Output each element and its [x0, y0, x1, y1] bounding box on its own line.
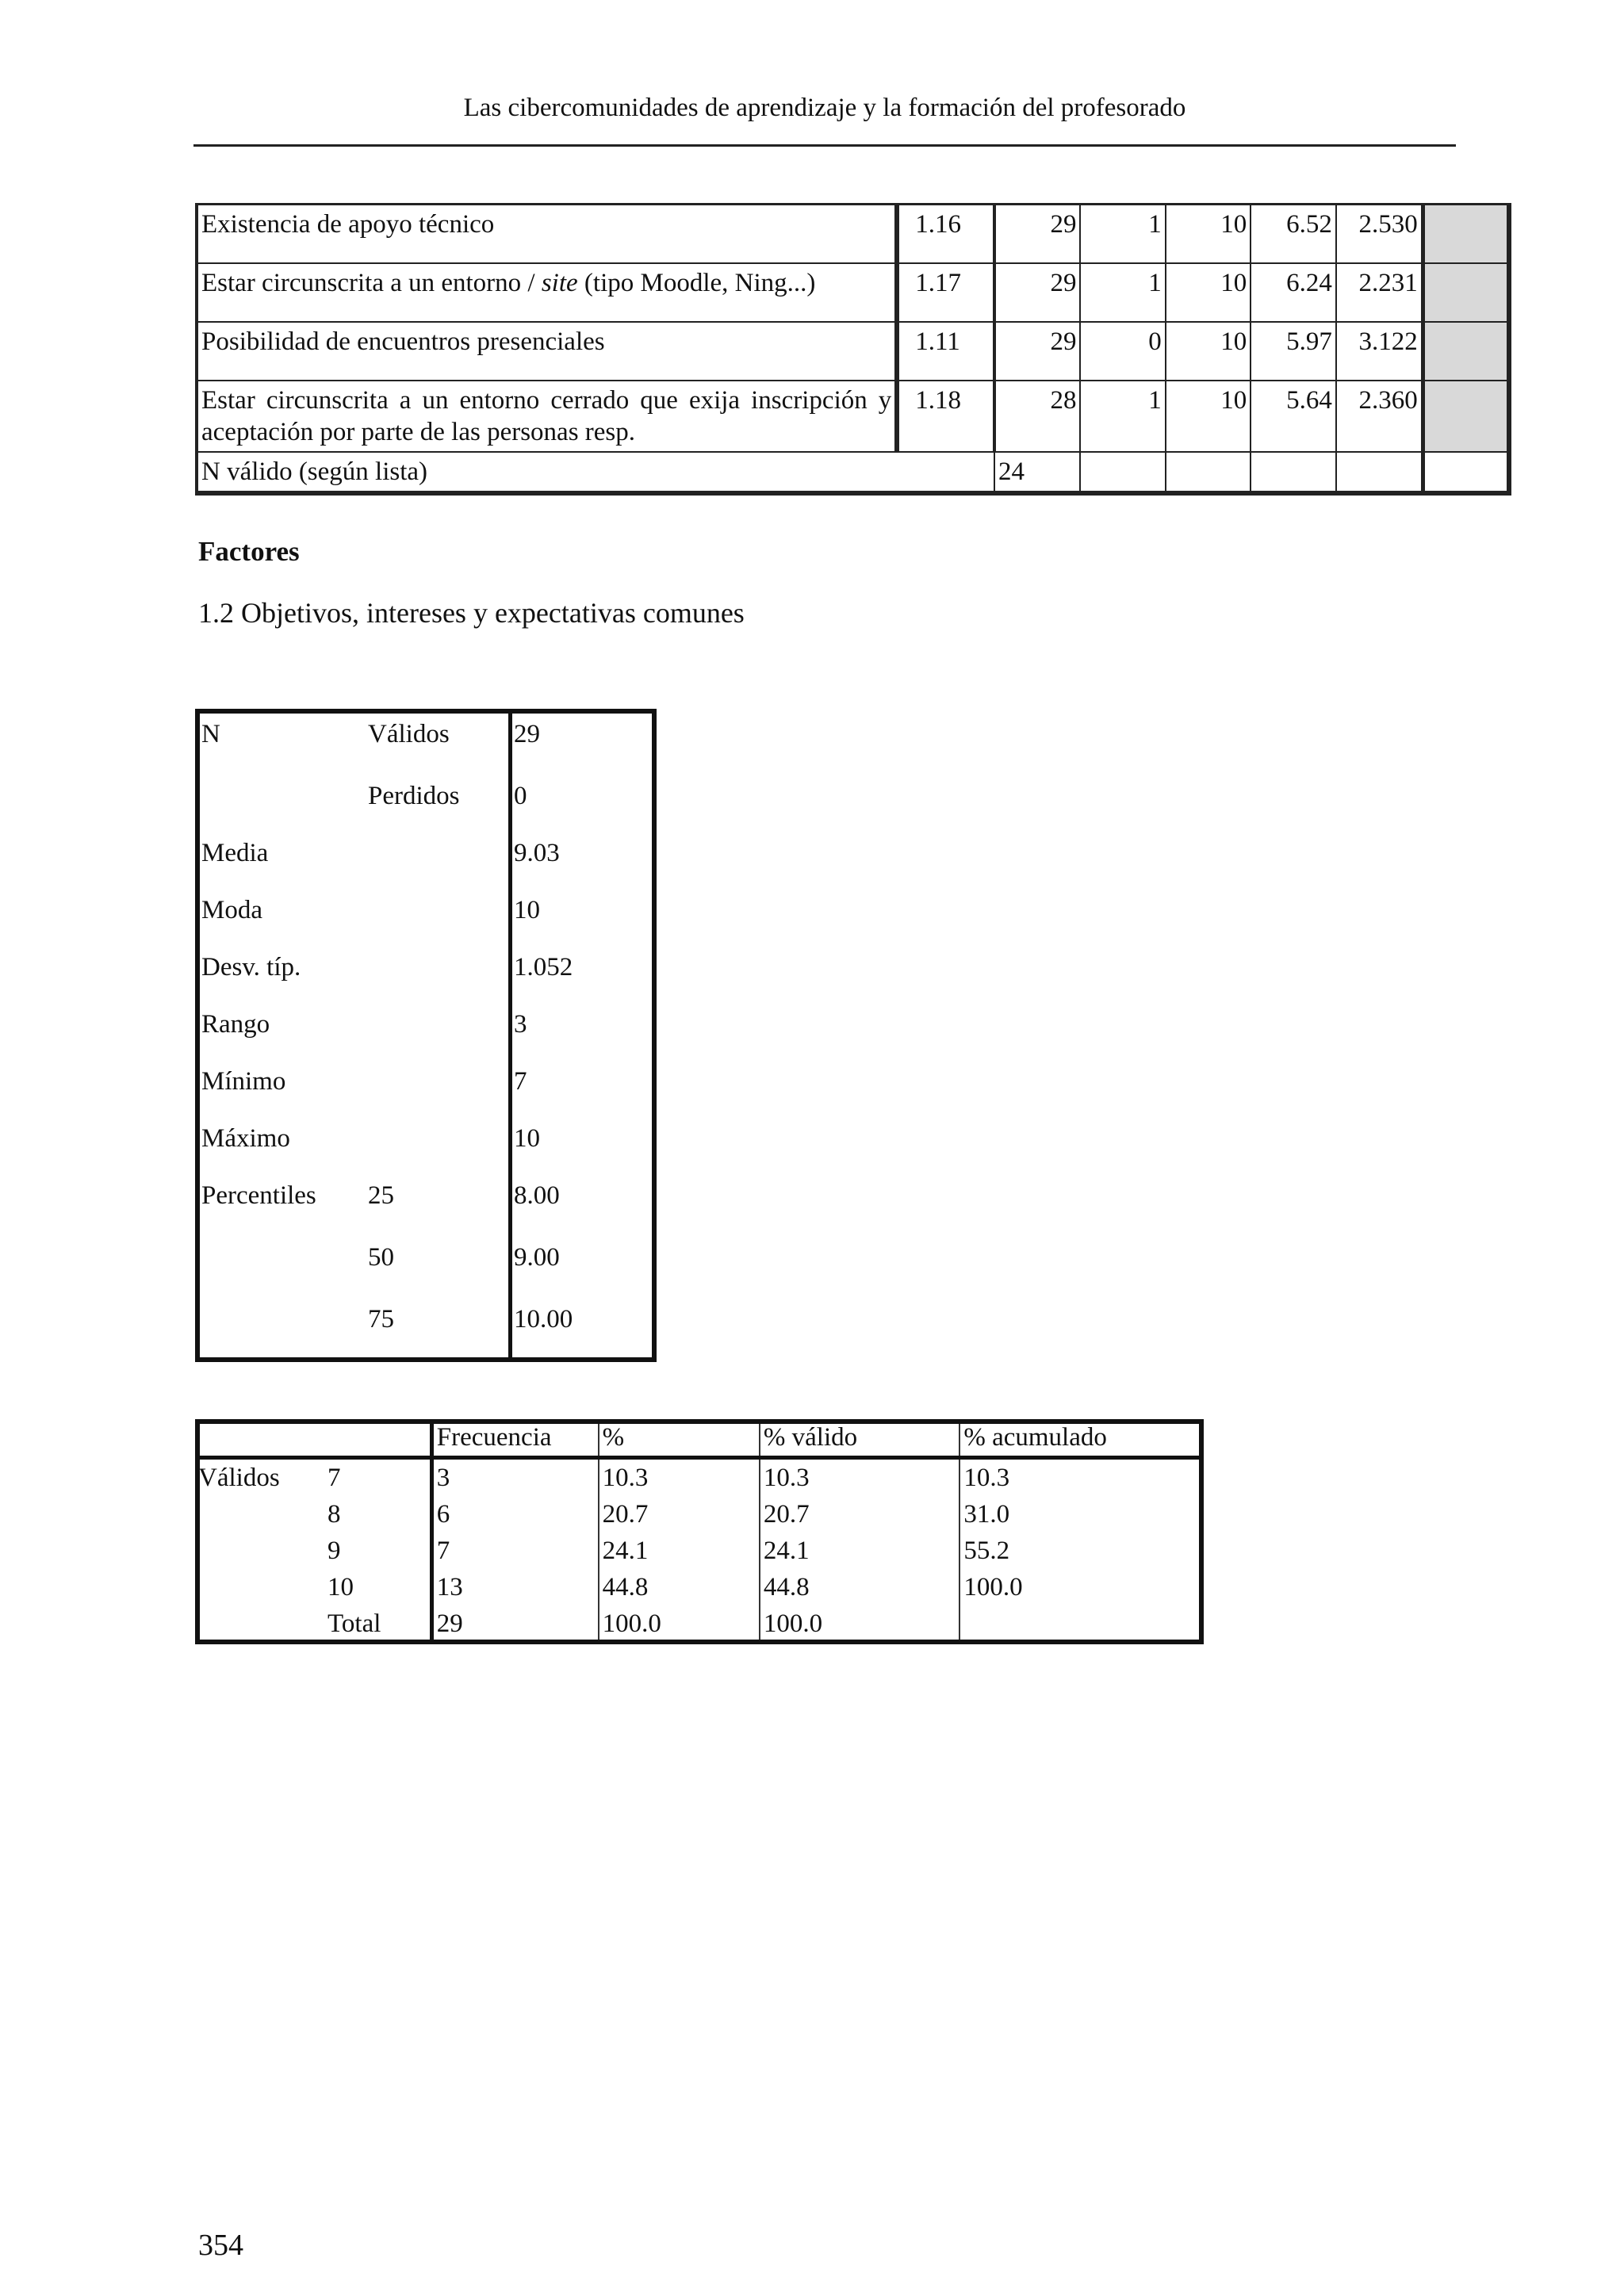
p50-label: 50	[368, 1243, 394, 1272]
table-row	[197, 263, 1509, 322]
header-frequency: Frecuencia	[431, 1419, 598, 1458]
row-value: 10	[316, 1569, 431, 1605]
n-value: 29	[994, 205, 1080, 264]
min-value: 7	[514, 1067, 527, 1096]
header-percent: %	[599, 1419, 760, 1458]
cum-pct-cell	[959, 1605, 1202, 1642]
cum-pct-cell: 31.0	[963, 1500, 1010, 1529]
max-value: 10	[1166, 263, 1251, 322]
sd-value: 3.122	[1336, 322, 1423, 381]
valid-pct-cell: 20.7	[760, 1496, 959, 1533]
table-row	[197, 322, 1509, 381]
table-header-row	[195, 1419, 1202, 1458]
shaded-cell	[1423, 381, 1509, 452]
table-row	[195, 1533, 1202, 1569]
row-label: Posibilidad de encuentros presenciales	[197, 322, 897, 381]
section-title: Factores	[198, 536, 300, 567]
mean-value: 9.03	[514, 839, 560, 867]
pct-cell: 24.1	[599, 1533, 760, 1569]
section-subtitle: 1.2 Objetivos, intereses y expectativas comunes	[198, 597, 745, 629]
empty-cell	[1251, 452, 1336, 493]
item-code: 1.18	[897, 381, 994, 452]
freq-cell: 3	[431, 1458, 598, 1497]
min-value: 0	[1080, 322, 1165, 381]
valid-pct-cell: 24.1	[760, 1533, 959, 1569]
empty-cell	[195, 1533, 316, 1569]
valid-pct-cell: 44.8	[760, 1569, 959, 1605]
max-value: 10	[1166, 205, 1251, 264]
p25-label: 25	[368, 1181, 394, 1210]
page-number: 354	[198, 2229, 243, 2262]
cum-pct-cell: 55.2	[963, 1536, 1010, 1565]
group-label: Válidos	[198, 1464, 280, 1492]
missing-label: Perdidos	[368, 782, 460, 810]
valid-pct-cell: 100.0	[760, 1605, 959, 1642]
header-rule	[193, 144, 1456, 147]
item-code: 1.11	[897, 322, 994, 381]
n-value: 29	[994, 322, 1080, 381]
table-row	[197, 205, 1509, 264]
max-label: Máximo	[201, 1124, 290, 1153]
frequency-table	[195, 1419, 1202, 1642]
p75-value: 10.00	[514, 1305, 573, 1334]
empty-cell	[195, 1605, 316, 1642]
header-cumulative-percent: % acumulado	[959, 1419, 1202, 1458]
empty-cell	[316, 1419, 431, 1458]
empty-cell	[195, 1419, 316, 1458]
n-value: 28	[994, 381, 1080, 452]
p75-label: 75	[368, 1305, 394, 1334]
min-value: 1	[1080, 263, 1165, 322]
pct-cell: 20.7	[599, 1496, 760, 1533]
shaded-cell	[1423, 322, 1509, 381]
sd-label: Desv. típ.	[201, 953, 301, 982]
mean-value: 6.52	[1251, 205, 1336, 264]
mean-label: Media	[201, 839, 269, 867]
mode-label: Moda	[201, 896, 262, 924]
row-label: Existencia de apoyo técnico	[197, 205, 897, 264]
min-value: 1	[1080, 205, 1165, 264]
p50-value: 9.00	[514, 1243, 560, 1272]
valid-value: 29	[514, 720, 540, 748]
valid-n-row	[197, 452, 1509, 493]
empty-cell	[195, 1496, 316, 1533]
freq-cell: 6	[431, 1496, 598, 1533]
mean-value: 5.64	[1251, 381, 1336, 452]
item-code: 1.16	[897, 205, 994, 264]
row-label: Estar circunscrita a un entorno cerrado que exija inscripción y aceptación por parte de las personas resp.	[197, 381, 897, 452]
empty-cell	[1080, 452, 1165, 493]
shaded-cell	[1423, 263, 1509, 322]
missing-value: 0	[514, 782, 527, 810]
header-valid-percent: % válido	[760, 1419, 959, 1458]
row-value: 9	[316, 1533, 431, 1569]
empty-cell	[1336, 452, 1423, 493]
running-header: Las cibercomunidades de aprendizaje y la formación del profesorado	[463, 94, 1186, 122]
cum-pct-cell: 10.3	[963, 1464, 1010, 1492]
valid-n-label: N válido (según lista)	[197, 452, 994, 493]
percentiles-label: Percentiles	[201, 1181, 316, 1210]
row-value: Total	[316, 1605, 431, 1642]
mean-value: 5.97	[1251, 322, 1336, 381]
row-value: 8	[316, 1496, 431, 1533]
pct-cell: 10.3	[599, 1458, 760, 1497]
valid-label: Válidos	[368, 720, 450, 748]
table-row	[195, 1496, 1202, 1533]
range-value: 3	[514, 1010, 527, 1039]
table-row	[195, 1458, 1202, 1497]
sd-value: 2.231	[1336, 263, 1423, 322]
mean-value: 6.24	[1251, 263, 1336, 322]
min-value: 1	[1080, 381, 1165, 452]
table-row-total	[195, 1605, 1202, 1642]
max-value: 10	[514, 1124, 540, 1153]
p25-value: 8.00	[514, 1181, 560, 1210]
table-row	[197, 381, 1509, 452]
freq-cell: 13	[431, 1569, 598, 1605]
range-label: Rango	[201, 1010, 270, 1039]
pct-cell: 100.0	[599, 1605, 760, 1642]
mode-value: 10	[514, 896, 540, 924]
min-label: Mínimo	[201, 1067, 286, 1096]
table-row	[195, 1569, 1202, 1605]
n-value: 29	[994, 263, 1080, 322]
cum-pct-cell: 100.0	[963, 1573, 1023, 1601]
empty-cell	[1423, 452, 1509, 493]
pct-cell: 44.8	[599, 1569, 760, 1605]
max-value: 10	[1166, 381, 1251, 452]
empty-cell	[1166, 452, 1251, 493]
sd-value: 2.360	[1336, 381, 1423, 452]
valid-pct-cell: 10.3	[760, 1458, 959, 1497]
shaded-cell	[1423, 205, 1509, 264]
sd-value: 2.530	[1336, 205, 1423, 264]
freq-cell: 29	[431, 1605, 598, 1642]
freq-cell: 7	[431, 1533, 598, 1569]
valid-n-value: 24	[994, 452, 1080, 493]
row-value: 7	[316, 1458, 431, 1497]
statistics-table	[195, 709, 657, 1362]
n-label: N	[201, 720, 220, 748]
row-label: Estar circunscrita a un entorno / site (tipo Moodle, Ning...)	[197, 263, 897, 322]
sd-value: 1.052	[514, 953, 573, 982]
column-divider	[508, 714, 512, 1357]
empty-cell	[195, 1569, 316, 1605]
item-code: 1.17	[897, 263, 994, 322]
max-value: 10	[1166, 322, 1251, 381]
descriptive-stats-table	[195, 203, 1511, 496]
